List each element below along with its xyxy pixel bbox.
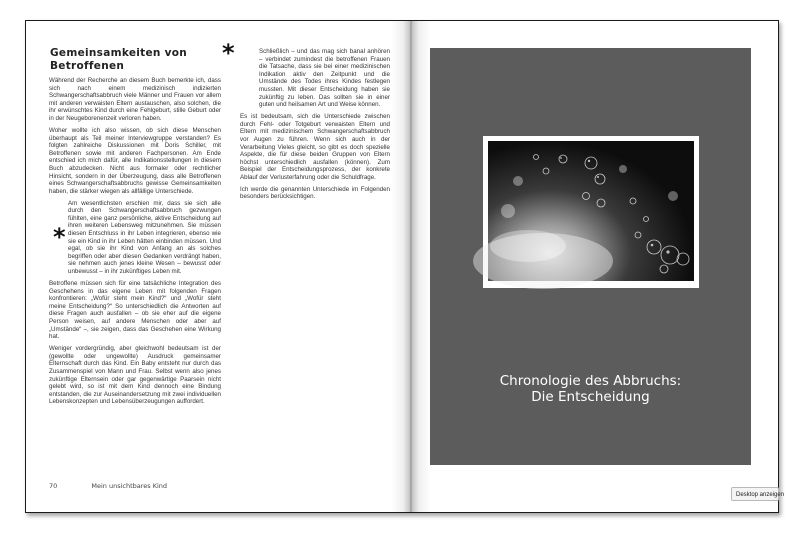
- paragraph: Woher wollte ich also wissen, ob sich diese Menschen überhaupt als Teil meiner Interviewgruppe verstanden? Es folgten zahlreiche Diskussionen mit Doris Schiller, mit Betroffenen sowie mit anderen Fachpersonen. Am Ende entschied ich mich dafür, alle Indikationsstellungen in diesem Buch abzudecken. Nicht aus formaler oder rechtlicher Hinsicht, sondern in der Überzeugung, dass alle Betroffenen eines Schwangerschaftsabbruchs gewisse Gemeinsamkeiten haben, die stärker wiegen als allfällige Unterschiede.: [49, 126, 221, 195]
- paragraph: Es ist bedeutsam, sich die Unterschiede zwischen durch Fehl- oder Totgeburt verwaisten Eltern und Eltern mit medizinischem Schwangerschaftsabbruch vor Augen zu führen. Wenn sich auch in der Verarbeitung Vieles gleicht, so gibt es doch spezielle Aspekte, die für diese beiden Gruppen von Eltern höchst unterschiedlich ausfallen (können). Zum Beispiel der Entscheidungsprozess, der konkrete Ablauf der Verlusterfahrung oder die Schuldfrage.: [240, 113, 390, 181]
- left-text-column: [49, 77, 221, 410]
- photo-frame: [483, 136, 699, 288]
- left-page: [26, 21, 406, 512]
- paragraph: Schließlich – und das mag sich banal anhören – verbindet zumindest die betroffenen Frauen die Tatsache, dass sie bei einer medizinischen Indikation aktiv den Zeitpunkt und die Umstände des Todes ihres Kindes festlegen mussten. Mit dieser Entscheidung haben sie zukünftig zu leben. Das sollten sie in einer guten und heilsamen Art und Weise können.: [259, 48, 390, 109]
- page-number: 70: [49, 482, 58, 490]
- paragraph: Am wesentlichsten erschien mir, dass sie sich alle durch den Schwangerschaftsabbruch gezwungen fühlten, eine ganz persönliche, aktive Entscheidung auf ihren weiteren Lebensweg mitzunehmen. Sie müssen diesen Entschluss in ihr Leben integrieren, ebenso wie sie ein Kind in ihr Leben hätten einbinden müssen. Und egal, ob sie ihr Kind von Anfang an als solches begriffen oder aber diesen Gedanken verdrängt haben, sie nehmen auch jenes kleine Wesen – bewusst oder unbewusst – in ihr zukünftiges Leben mit.: [68, 199, 221, 276]
- asterisk-ornament-icon: *: [53, 223, 66, 251]
- paragraph: Betroffene müssen sich für eine tatsächliche Integration des Geschehens in das eigene Leben mit folgenden Fragen konfrontieren: „Wofür steht mein Kind?“ und „Wofür steht meine Entscheidung?“ So unterschiedlich die Antworten auf diese Fragen auch ausfallen – ob sie eher auf die eigene Person weisen, auf andere Menschen oder aber auf „Umstände“ –, sie zeigen, dass das Geschehen eine Wirkung hat.: [49, 280, 221, 341]
- paragraph: Während der Recherche an diesem Buch bemerkte ich, dass sich nach einem medizinisch indizierten Schwangerschaftsabbruch viele Männer und Frauen vor allem mit anderen verwaisten Eltern austauschen, also solchen, die ihr erwünschtes Kind durch eine Fehlgeburt, stille Geburt oder in der Neugeborenenzeit verloren haben.: [49, 77, 221, 122]
- chapter-title-line: Die Entscheidung: [531, 389, 650, 405]
- running-title: Mein unsichtbares Kind: [91, 482, 168, 490]
- chapter-title-line: Chronologie des Abbruchs:: [499, 373, 682, 389]
- bubbles-image: [488, 141, 694, 281]
- paragraph: Ich werde die genannten Unterschiede im Folgenden besonders berücksichtigen.: [240, 185, 390, 201]
- right-text-column: [240, 48, 390, 205]
- asterisk-ornament-icon: *: [222, 39, 235, 67]
- section-heading: Gemeinsamkeiten von Betroffenen: [50, 47, 188, 72]
- paragraph: Weniger vordergründig, aber gleichwohl bedeutsam ist der (gewollte oder ungewollte) Ausdruck gemeinsamer Elternschaft durch das Kind. Ein Baby entsteht nur durch das Zusammenspiel von Mann und Frau. Selbst wenn also jenes zukünftige Elternsein oder gar gegenwärtige Paarsein nicht gelebt wird, so ist mit dem Kind dennoch eine Bindung entstanden, die zur Auseinandersetzung mit zwei individuellen Lebenskonzepten und Lebensüberzeugungen auffordert.: [49, 345, 221, 406]
- chapter-cover-panel: [430, 48, 751, 465]
- right-page: [411, 21, 778, 512]
- chapter-title: [430, 373, 751, 405]
- bubbles-photo: [488, 141, 694, 281]
- show-desktop-tooltip: Desktop anzeigen: [731, 487, 779, 501]
- book-spread: [25, 20, 779, 513]
- page-footer: [49, 482, 167, 490]
